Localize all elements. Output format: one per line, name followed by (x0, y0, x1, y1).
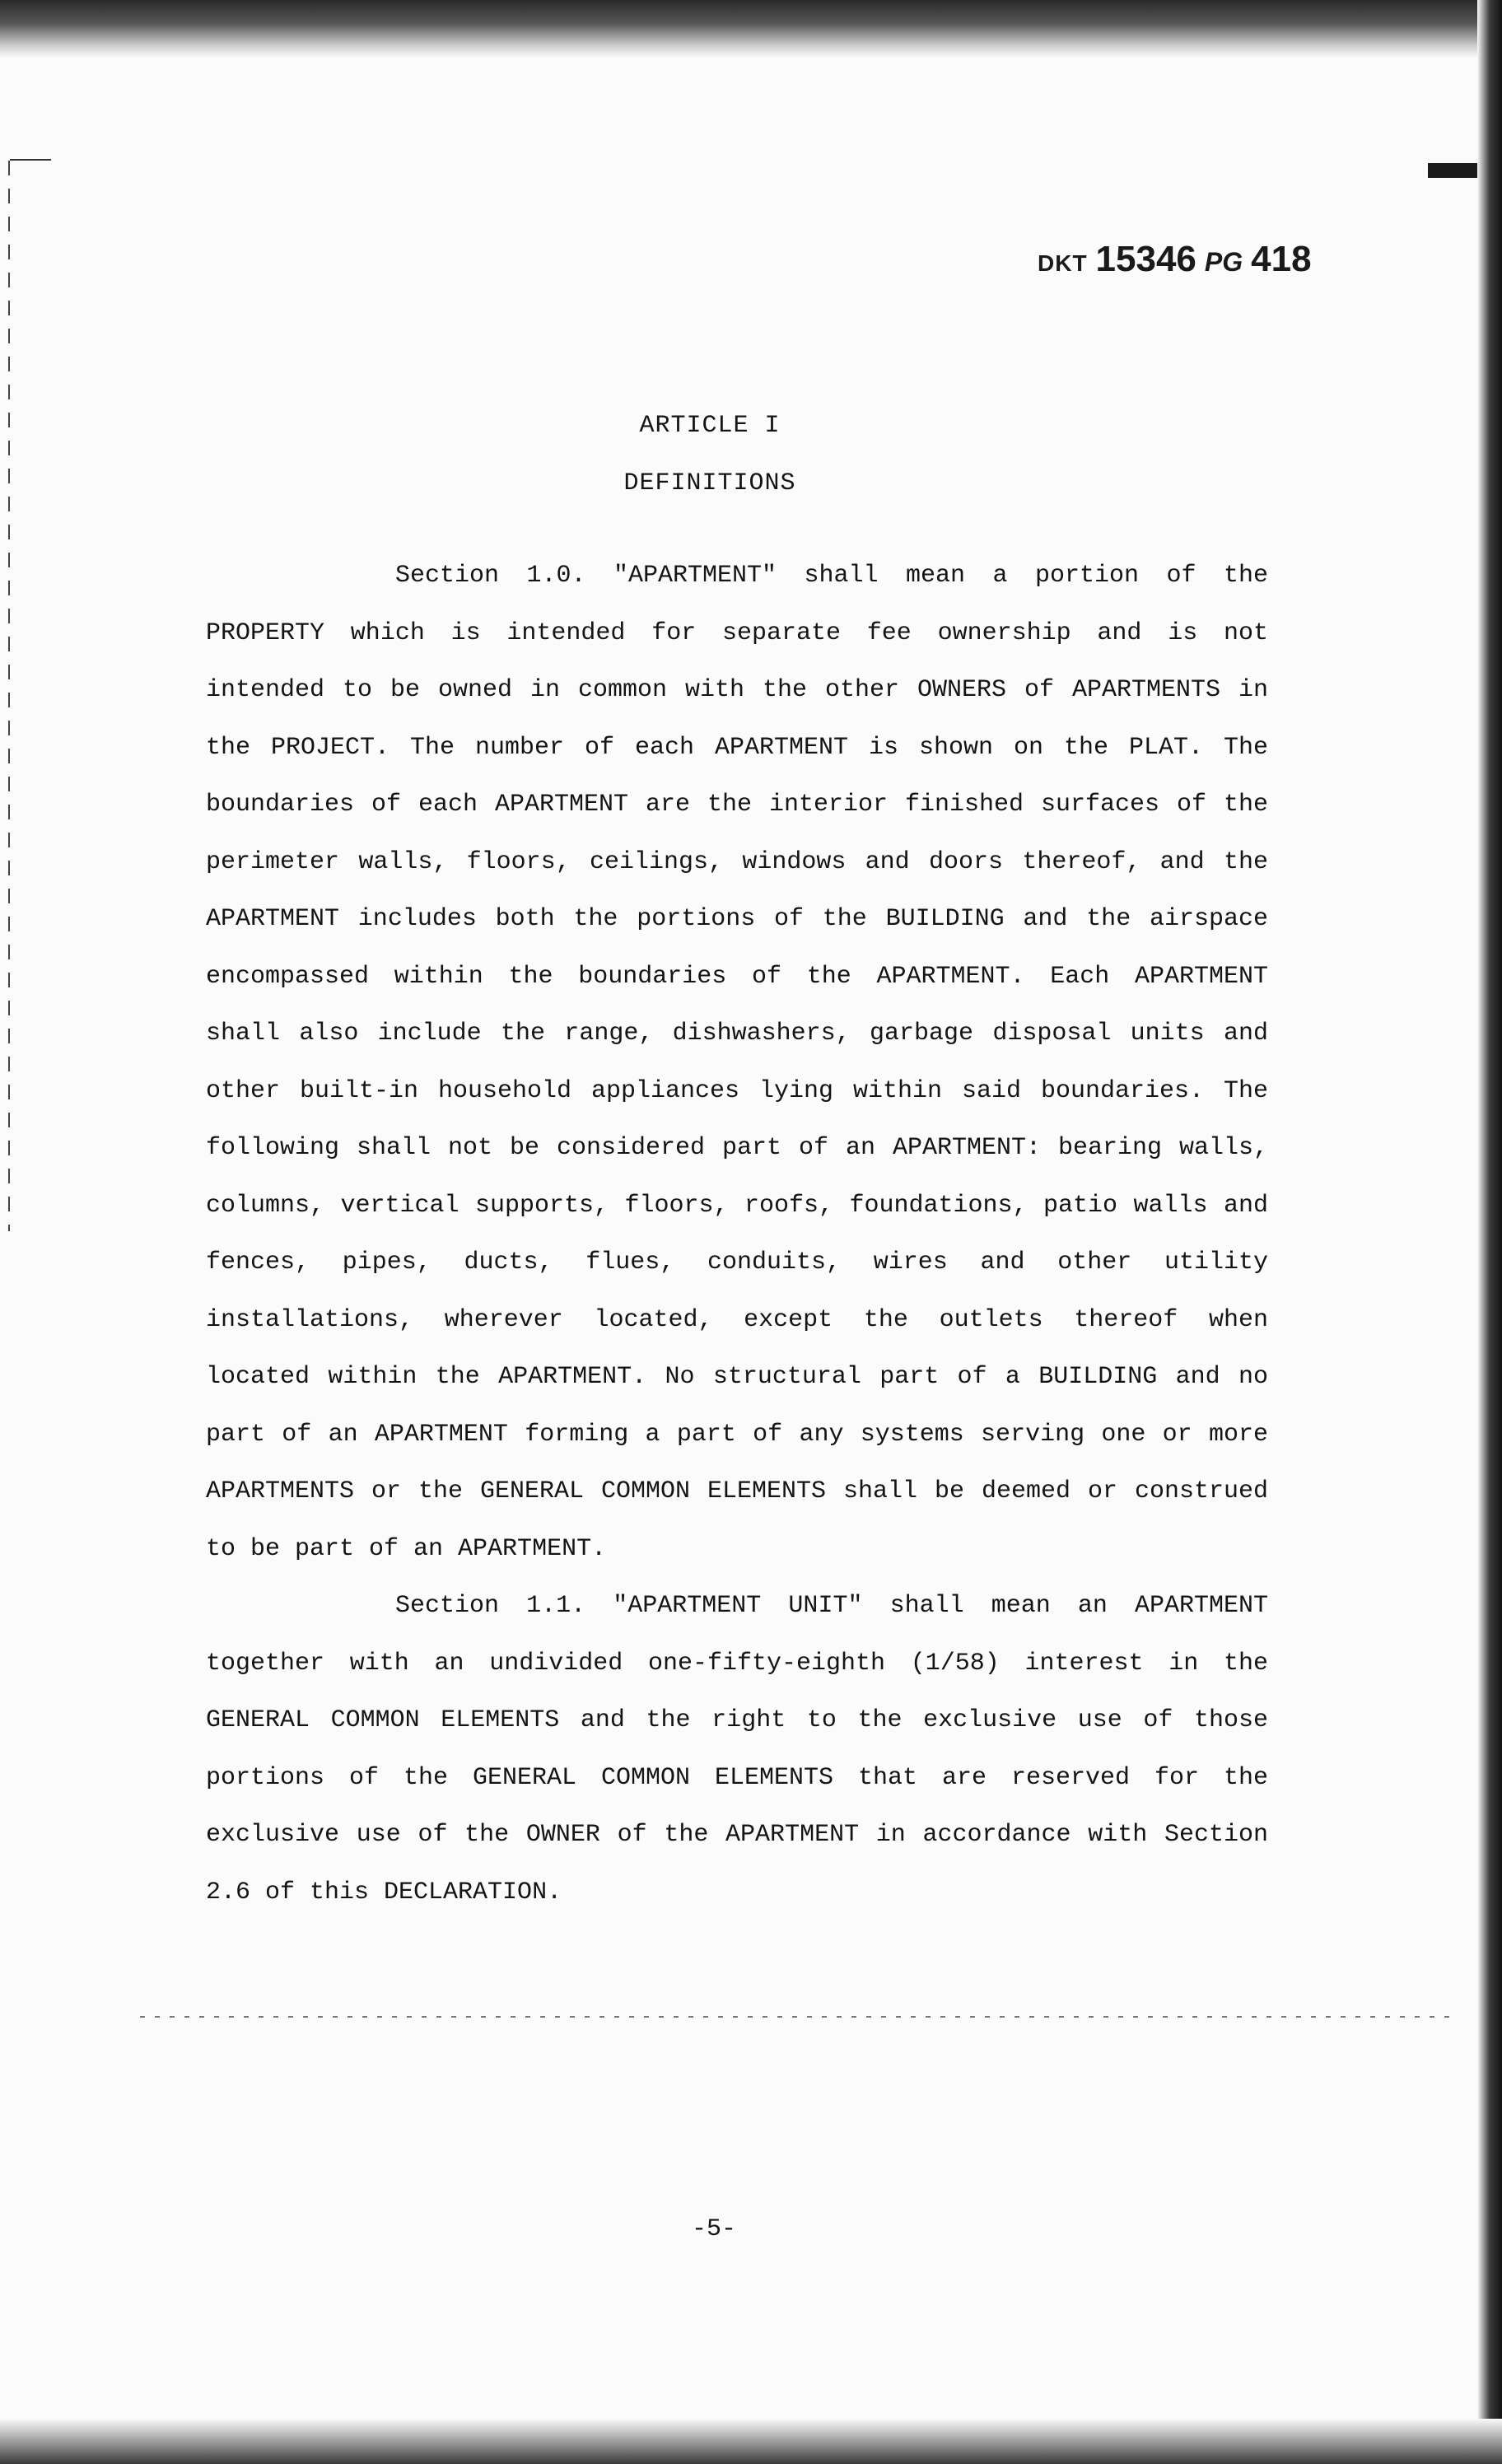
body-text (206, 548, 1268, 1921)
docket-prefix: DKT (1038, 250, 1088, 276)
section-1-1-paragraph: Section 1.1. "APARTMENT UNIT" shall mean an APARTMENT together with an undivided one-fifty-eighth (1/58) interest in the GENERAL COMMON ELEMENTS and the right to the exclusive use of those portions of the GENERAL COMMON ELEMENTS that are reserved for the exclusive use of the OWNER of the APARTMENT in accordance with Section 2.6 of this DECLARATION. (206, 1592, 1268, 1906)
scan-edge-bottom (0, 2419, 1502, 2464)
right-edge-notch (1428, 163, 1477, 178)
dashed-fold-line (140, 2016, 1449, 2018)
definitions-heading: DEFINITIONS (623, 469, 796, 497)
page-number: -5- (691, 2215, 736, 2243)
article-heading: ARTICLE I (639, 412, 781, 440)
docket-stamp (1038, 239, 1312, 280)
section-1-0-paragraph: Section 1.0. "APARTMENT" shall mean a portion of the PROPERTY which is intended for separate fee ownership and is not intended to be owned in common with the other OWNERS of APARTMENTS in the PROJECT. The number of each APARTMENT is shown on the PLAT. The boundaries of each APARTMENT are the interior finished surfaces of the perimeter walls, floors, ceilings, windows and doors thereof, and the APARTMENT includes both the portions of the BUILDING and the airspace encompassed within the boundaries of the APARTMENT. Each APARTMENT shall also include the range, dishwashers, garbage disposal units and other built-in household appliances lying within said boundaries. The following shall not be considered part of an APARTMENT: bearing walls, columns, vertical supports, floors, roofs, foundations, patio walls and fences, pipes, ducts, flues, conduits, wires and other utility installations, wherever located, except the outlets thereof when located within the APARTMENT. No structural part of a BUILDING and no part of an APARTMENT forming a part of any systems serving one or more APARTMENTS or the GENERAL COMMON ELEMENTS shall be deemed or construed to be part of an APARTMENT. (206, 562, 1268, 1563)
docket-page-number: 418 (1251, 239, 1312, 279)
docket-page-label: PG (1204, 247, 1243, 277)
left-margin-rule (8, 161, 10, 1231)
scan-edge-right (1477, 0, 1502, 2464)
docket-number: 15346 (1095, 239, 1196, 279)
top-margin-rule (10, 159, 51, 161)
scan-edge-top (0, 0, 1502, 58)
